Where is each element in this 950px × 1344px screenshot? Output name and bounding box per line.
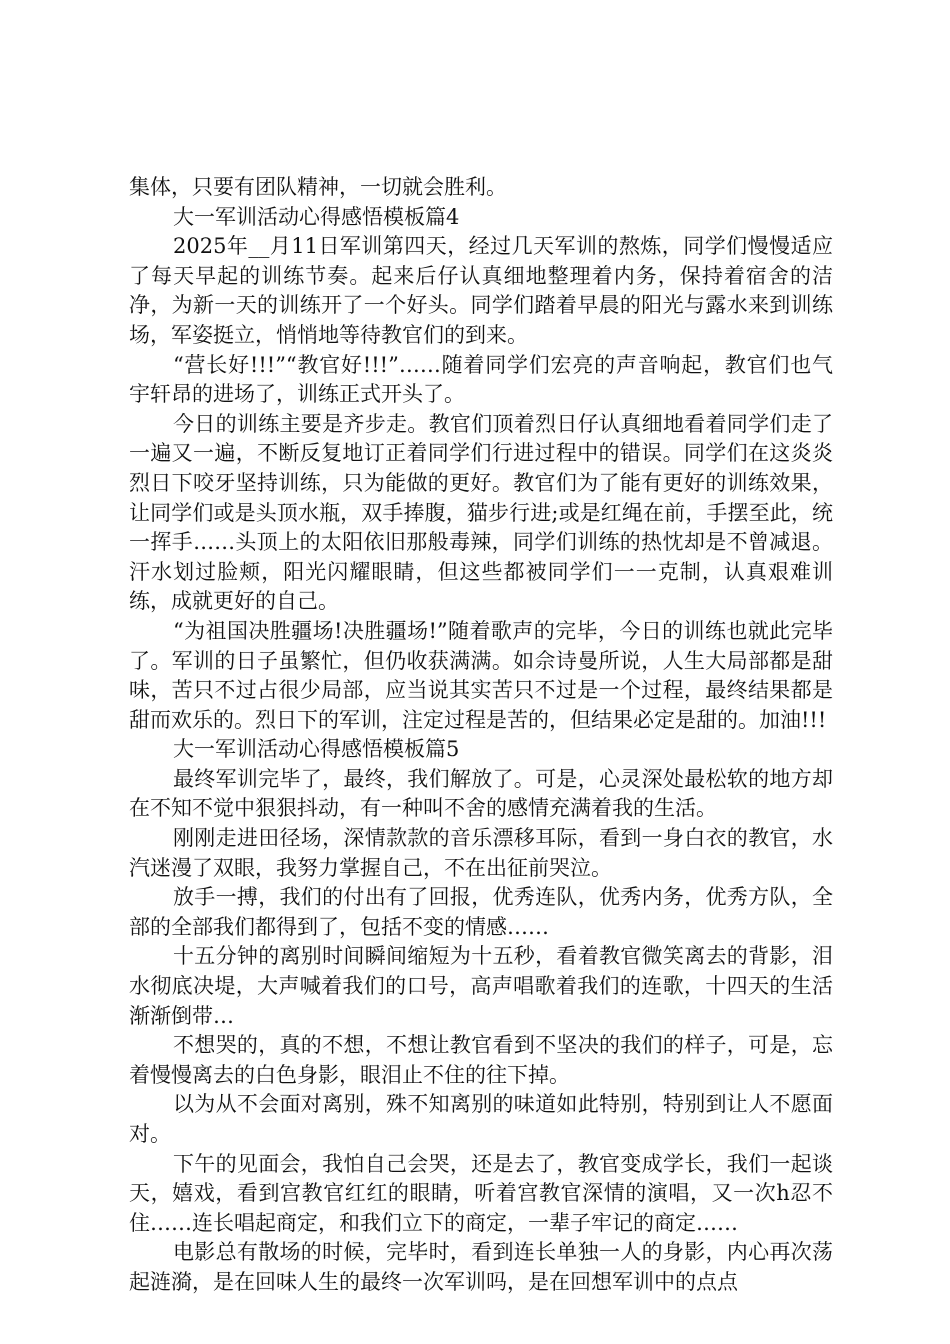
section-heading-5: 大一军训活动心得感悟模板篇5 <box>173 737 460 762</box>
paragraph: “营长好!!!”“教官好!!!”……随着同学们宏亮的声音响起，教官们也气宇轩昂的进场了，训练正式开头了。 <box>129 352 833 407</box>
paragraph: 下午的见面会，我怕自己会哭，还是去了，教官变成学长，我们一起谈天，嬉戏，看到宫教官红红的眼睛，听着宫教官深情的演唱，又一次h忍不住……连长唱起商定，和我们立下的商定，一辈子牢记的商定…… <box>129 1151 833 1235</box>
paragraph: 电影总有散场的时候，完毕时，看到连长单独一人的身影，内心再次荡起涟漪，是在回味人生的最终一次军训吗，是在回想军训中的点点 <box>129 1240 833 1294</box>
paragraph: 不想哭的，真的不想，不想让教官看到不坚决的我们的样子，可是，忘着慢慢离去的白色身影，眼泪止不住的往下掉。 <box>129 1033 833 1087</box>
paragraph: 以为从不会面对离别，殊不知离别的味道如此特别，特别到让人不愿面对。 <box>129 1092 833 1146</box>
paragraph: 最终军训完毕了，最终，我们解放了。可是，心灵深处最松软的地方却在不知不觉中狠狠抖动，有一种叫不舍的感情充满着我的生活。 <box>129 766 833 821</box>
paragraph: 今日的训练主要是齐步走。教官们顶着烈日仔认真细地看着同学们走了一遍又一遍，不断反复地订正着同学们行进过程中的错误。同学们在这炎炎烈日下咬牙坚持训练，只为能做的更好。教官们为了能有更好的训练效果，让同学们或是头顶水瓶，双手捧腹，猫步行进;或是红绳在前，手摆至此，统一挥手……头顶上的太阳依旧那般毒辣，同学们训练的热忱却是不曾减退。汗水划过脸颊，阳光闪耀眼睛，但这些都被同学们一一克制，认真艰难训练，成就更好的自己。 <box>129 411 833 614</box>
document-body <box>129 173 833 1298</box>
section-heading-4: 大一军训活动心得感悟模板篇4 <box>173 204 460 229</box>
paragraph: “为祖国决胜疆场!决胜疆场!”随着歌声的完毕，今日的训练也就此完毕了。军训的日子虽繁忙，但仍收获满满。如佘诗曼所说，人生大局部都是甜味，苦只不过占很少局部，应当说其实苦只不过是一个过程，最终结果都是甜而欢乐的。烈日下的军训，注定过程是苦的，但结果必定是甜的。加油!!! <box>129 618 833 732</box>
paragraph-continuation: 集体，只要有团队精神，一切就会胜利。 <box>129 175 507 199</box>
paragraph: 放手一搏，我们的付出有了回报，优秀连队，优秀内务，优秀方队，全部的全部我们都得到了，包括不变的情感…… <box>129 885 833 939</box>
paragraph: 2025年__月11日军训第四天，经过几天军训的熬炼，同学们慢慢适应了每天早起的训练节奏。起来后仔认真细地整理着内务，保持着宿舍的洁净，为新一天的训练开了一个好头。同学们踏着早晨的阳光与露水来到训练场，军姿挺立，悄悄地等待教官们的到来。 <box>129 234 833 347</box>
paragraph: 刚刚走进田径场，深情款款的音乐漂移耳际，看到一身白衣的教官，水汽迷漫了双眼，我努力掌握自己，不在出征前哭泣。 <box>129 826 833 880</box>
paragraph: 十五分钟的离别时间瞬间缩短为十五秒，看着教官微笑离去的背影，泪水彻底决堤，大声喊着我们的口号，高声唱歌着我们的连歌，十四天的生活渐渐倒带… <box>129 944 833 1028</box>
